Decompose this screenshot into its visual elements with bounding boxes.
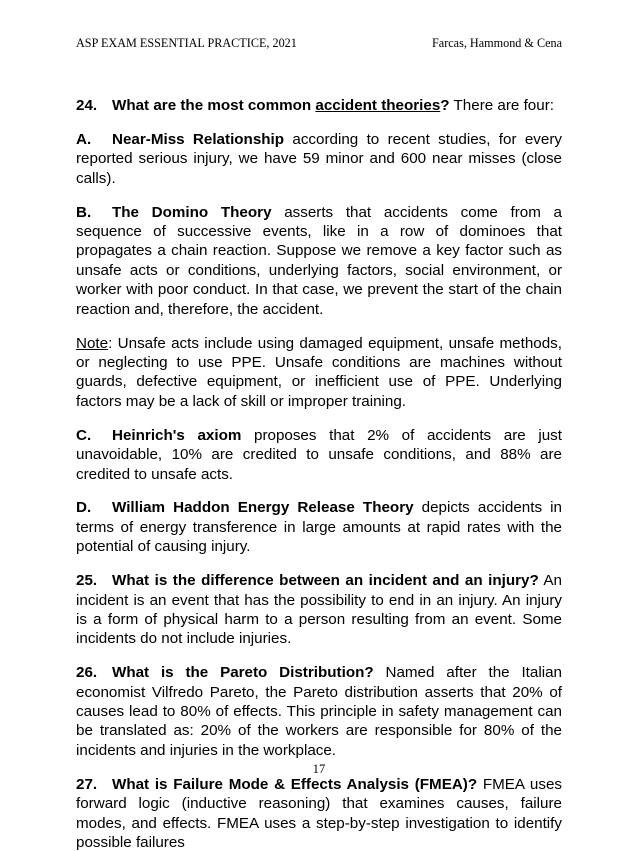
q24-question-start: What are the most common	[112, 97, 316, 114]
q27-answer: FMEA uses forward logic (inductive reasoning) that examines causes, failure modes, and effects. FMEA uses a step-by-step investigation to identify possible failures	[76, 775, 562, 851]
item-a	[76, 130, 562, 188]
question-25	[76, 571, 562, 649]
q25-number: 25.	[76, 572, 98, 590]
item-a-title: Near-Miss Relationship	[112, 130, 285, 148]
header-title: ASP EXAM ESSENTIAL PRACTICE, 2021	[76, 36, 297, 50]
q24-answer: There are four:	[449, 97, 554, 114]
item-b-title: The Domino Theory	[112, 203, 272, 221]
item-d-text: depicts accidents in terms of energy transference in large amounts at rapid rates with the potential of causing injury.	[76, 499, 562, 556]
page-number: 17	[312, 762, 326, 776]
item-c-text: proposes that 2% of accidents are just unavoidable, 10% are credited to unsafe conditions, and 88% are credited to unsafe acts.	[76, 426, 562, 483]
page-body	[76, 96, 562, 852]
q26-question: What is the Pareto Distribution?	[112, 664, 374, 682]
item-d-letter: D.	[76, 499, 92, 517]
q25-answer: An incident is an event that has the possibility to end in an injury. An injury is a form of physical harm to a person resulting from an event. Some incidents do not include injuries.	[76, 572, 562, 648]
item-c	[76, 426, 562, 484]
question-24	[76, 96, 562, 115]
note-text: : Unsafe acts include using damaged equipment, unsafe methods, or neglecting to use PPE. Unsafe conditions are machines without guards, defective equipment, or inefficient use of PPE. Underlying factors may be a lack of skill or improper training.	[76, 334, 562, 410]
item-b-letter: B.	[76, 203, 92, 221]
item-a-letter: A.	[76, 130, 92, 148]
item-c-title: Heinrich's axiom	[112, 426, 242, 444]
q24-number: 24.	[76, 97, 98, 114]
item-b	[76, 203, 562, 319]
question-27	[76, 775, 562, 852]
question-26	[76, 663, 562, 760]
note-label: Note	[76, 334, 109, 352]
item-a-text: according to recent studies, for every reported serious injury, we have 59 minor and 600 near misses (close calls).	[76, 130, 562, 187]
q26-number: 26.	[76, 664, 98, 682]
note	[76, 334, 562, 412]
running-header	[76, 36, 562, 54]
item-d	[76, 498, 562, 556]
q24-question-underlined: accident theories	[315, 97, 441, 114]
item-b-text: asserts that accidents come from a sequence of successive events, like in a row of dominoes that propagates a chain reaction. Suppose we remove a key factor such as unsafe acts or conditions, underlying factors, social environment, or worker with poor conduct. In that case, we prevent the start of the chain reaction and, therefore, the accident.	[76, 203, 562, 318]
q26-answer: Named after the Italian economist Vilfredo Pareto, the Pareto distribution asserts that 20% of causes lead to 80% of effects. This principle in safety management can be translated as: 20% of the workers are responsible for 80% of the incidents and injuries in the workplace.	[76, 664, 562, 759]
q27-question: What is Failure Mode & Effects Analysis (FMEA)?	[112, 775, 478, 793]
item-c-letter: C.	[76, 426, 92, 444]
q27-number: 27.	[76, 775, 98, 793]
header-authors: Farcas, Hammond & Cena	[432, 36, 562, 50]
q24-question-end: ?	[440, 97, 450, 114]
q25-question: What is the difference between an incident and an injury?	[112, 572, 539, 590]
item-d-title: William Haddon Energy Release Theory	[112, 499, 414, 517]
